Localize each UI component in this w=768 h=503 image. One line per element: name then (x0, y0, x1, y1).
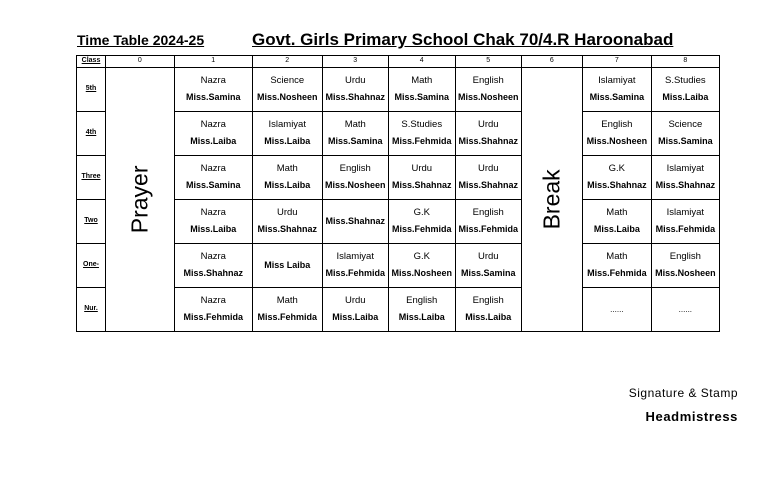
period-cell (174, 68, 252, 112)
subject-name: Islamiyat (598, 75, 636, 87)
teacher-name: Miss.Laiba (398, 312, 445, 323)
period-cell (252, 200, 322, 244)
teacher-name: Miss.Nosheen (655, 268, 716, 279)
class-name: Two (77, 200, 106, 244)
period-header: 1 (174, 56, 252, 68)
subject-name: Science (668, 119, 703, 131)
teacher-name: Miss.Nosheen (391, 268, 453, 279)
subject-name: Urdu (411, 163, 433, 175)
teacher-name: Miss.Fehmida (391, 224, 452, 235)
teacher-name: Miss.Nosheen (586, 136, 648, 147)
teacher-name: Miss.Laiba (465, 312, 512, 323)
subject-name: Urdu (276, 207, 298, 219)
teacher-name: Miss.Shahnaz (655, 180, 716, 191)
period-header: 4 (388, 56, 455, 68)
period-cell (388, 200, 455, 244)
subject-name: S.Studies (401, 119, 443, 131)
period-cell (322, 244, 388, 288)
period-cell (174, 288, 252, 332)
teacher-name: Miss.Shahnaz (183, 268, 243, 279)
subject-name: Nazra (200, 163, 226, 175)
subject-name: English (339, 163, 371, 175)
period-cell (322, 200, 388, 244)
period-cell (252, 244, 322, 288)
teacher-name: ...... (610, 304, 624, 314)
period-cell (582, 68, 651, 112)
subject-name: English (472, 75, 504, 87)
period-header: 3 (322, 56, 388, 68)
teacher-name: Miss.Shahnaz (257, 224, 317, 235)
period-cell (651, 112, 719, 156)
period-cell (174, 244, 252, 288)
subject-name: Nazra (200, 251, 226, 263)
period-cell (322, 156, 388, 200)
period-header: 6 (521, 56, 582, 68)
subject-name: Nazra (200, 295, 226, 307)
teacher-name: Miss.Fehmida (587, 268, 647, 279)
subject-name: Islamiyat (666, 163, 705, 175)
period-cell (174, 200, 252, 244)
teacher-name: Miss.Shahnaz (458, 180, 518, 191)
period-cell (651, 200, 719, 244)
teacher-name: Miss.Shahnaz (325, 215, 385, 226)
period-cell (455, 156, 521, 200)
teacher-name: Miss.Samina (460, 268, 516, 279)
subject-name: Islamiyat (268, 119, 306, 131)
teacher-name: Miss.Fehmida (655, 224, 716, 235)
subject-name: Math (606, 251, 628, 263)
class-name: 5th (77, 68, 106, 112)
break-cell (521, 68, 582, 332)
subject-name: Islamiyat (336, 251, 374, 263)
period-cell (455, 68, 521, 112)
subject-name: Math (411, 75, 433, 87)
period-header: 2 (252, 56, 322, 68)
period-cell (252, 68, 322, 112)
teacher-name: Miss.Nosheen (256, 92, 318, 103)
timetable (76, 55, 720, 332)
subject-name: Islamiyat (666, 207, 705, 219)
period-cell (455, 112, 521, 156)
teacher-name: Miss.Nosheen (324, 180, 386, 191)
subject-name: S.Studies (665, 75, 706, 87)
teacher-name: Miss.Shahnaz (458, 136, 518, 147)
period-header: 0 (106, 56, 175, 68)
subject-name: English (472, 295, 504, 307)
table-row (77, 68, 720, 112)
period-cell (252, 288, 322, 332)
teacher-name: Miss.Samina (589, 92, 645, 103)
period-cell (174, 156, 252, 200)
period-cell (388, 112, 455, 156)
subject-name: Math (276, 163, 298, 175)
period-cell (455, 244, 521, 288)
subject-name: Nazra (200, 75, 226, 87)
teacher-name: Miss.Shahnaz (325, 92, 385, 103)
period-cell (582, 156, 651, 200)
teacher-name: Miss.Fehmida (257, 312, 317, 323)
subject-name: Urdu (477, 119, 499, 131)
period-cell (322, 68, 388, 112)
period-cell (388, 156, 455, 200)
period-cell (455, 200, 521, 244)
teacher-name: Miss.Laiba (264, 180, 311, 191)
subject-name: G.K (413, 207, 430, 219)
period-cell (651, 156, 719, 200)
class-name: 4th (77, 112, 106, 156)
teacher-name: ...... (678, 304, 693, 314)
teacher-name: Miss.Laiba (190, 224, 237, 235)
teacher-name: Miss.Laiba (264, 136, 311, 147)
subject-name: G.K (608, 163, 626, 175)
teacher-name: Miss.Samina (185, 92, 241, 103)
period-cell (388, 68, 455, 112)
period-cell (388, 244, 455, 288)
subject-name: Urdu (477, 163, 499, 175)
period-cell (455, 288, 521, 332)
prayer-cell (106, 68, 175, 332)
period-header: 7 (582, 56, 651, 68)
subject-name: Urdu (477, 251, 499, 263)
teacher-name: Miss.Shahnaz (391, 180, 452, 191)
teacher-name: Miss Laiba (264, 259, 311, 270)
teacher-name: Miss.Fehmida (183, 312, 243, 323)
period-cell (651, 68, 719, 112)
period-header: 5 (455, 56, 521, 68)
period-cell (582, 288, 651, 332)
period-cell (388, 288, 455, 332)
subject-name: Math (344, 119, 366, 131)
teacher-name: Miss.Laiba (662, 92, 709, 103)
teacher-name: Miss.Nosheen (457, 92, 519, 103)
period-cell (322, 288, 388, 332)
subject-name: Urdu (344, 75, 366, 87)
teacher-name: Miss.Samina (658, 136, 713, 147)
break-label: Break (538, 169, 565, 230)
period-cell (252, 156, 322, 200)
subject-name: Math (276, 295, 298, 307)
teacher-name: Miss.Laiba (593, 224, 640, 235)
subject-name: Urdu (344, 295, 366, 307)
class-name: One- (77, 244, 106, 288)
teacher-name: Miss.Samina (394, 92, 450, 103)
teacher-name: Miss.Fehmida (458, 224, 518, 235)
subject-name: English (472, 207, 504, 219)
subject-name: Science (270, 75, 305, 87)
class-header: Class (77, 56, 106, 68)
period-cell (651, 244, 719, 288)
period-header-row (77, 56, 720, 68)
teacher-name: Miss.Laiba (190, 136, 237, 147)
period-header: 8 (651, 56, 719, 68)
subject-name: English (601, 119, 633, 131)
teacher-name: Miss.Samina (185, 180, 241, 191)
school-name: Govt. Girls Primary School Chak 70/4.R Haroonabad (252, 30, 674, 49)
subject-name: Math (606, 207, 628, 219)
class-name: Three (77, 156, 106, 200)
subject-name: English (669, 251, 701, 263)
period-cell (252, 112, 322, 156)
period-cell (582, 244, 651, 288)
headmistress-label: Headmistress (645, 409, 738, 424)
period-cell (582, 112, 651, 156)
period-cell (651, 288, 719, 332)
subject-name: G.K (413, 251, 430, 263)
subject-name: English (406, 295, 438, 307)
signature-label: Signature & Stamp (628, 386, 738, 400)
subject-name: Nazra (200, 207, 226, 219)
teacher-name: Miss.Laiba (332, 312, 379, 323)
teacher-name: Miss.Samina (327, 136, 383, 147)
prayer-label: Prayer (126, 165, 153, 234)
period-cell (582, 200, 651, 244)
class-name: Nur. (77, 288, 106, 332)
teacher-name: Miss.Fehmida (391, 136, 452, 147)
subject-name: Nazra (200, 119, 226, 131)
teacher-name: Miss.Fehmida (325, 268, 385, 279)
period-cell (174, 112, 252, 156)
timetable-label: Time Table 2024-25 (77, 32, 205, 48)
period-cell (322, 112, 388, 156)
teacher-name: Miss.Shahnaz (587, 180, 647, 191)
